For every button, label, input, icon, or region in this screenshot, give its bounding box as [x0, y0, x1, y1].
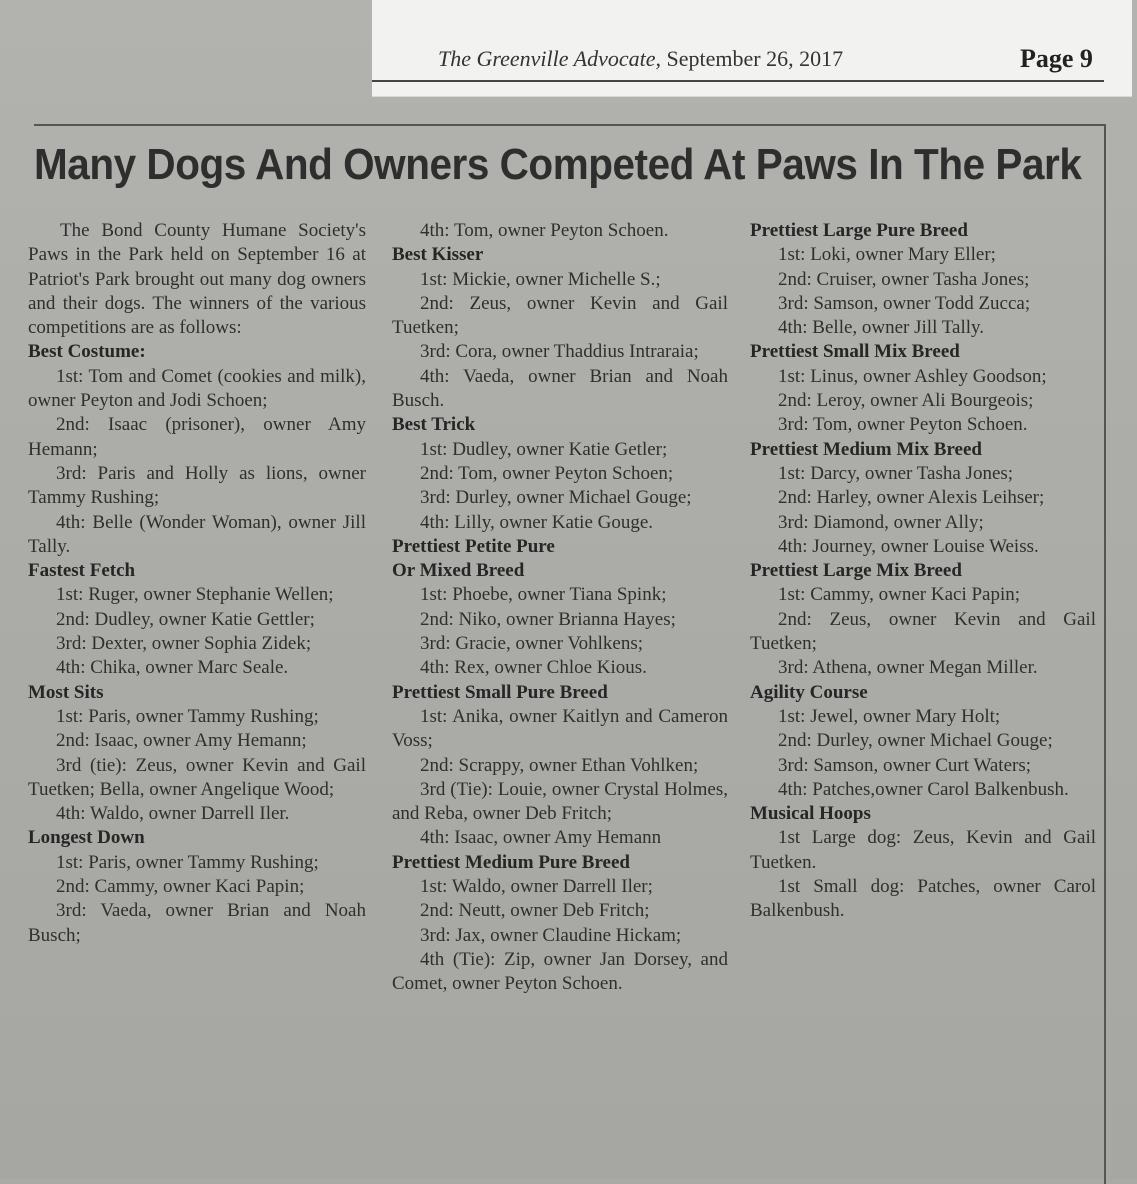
- result-paragraph: 2nd: Harley, owner Alexis Leihser;: [778, 487, 1045, 509]
- result-paragraph: 4th: Isaac, owner Amy Hemann: [420, 827, 662, 849]
- result-paragraph: 1st: Cammy, owner Kaci Papin;: [778, 584, 1021, 606]
- result-paragraph: 4th: Patches,owner Carol Balkenbush.: [778, 778, 1069, 800]
- result-paragraph: 1st: Paris, owner Tammy Rushing;: [56, 705, 319, 727]
- result-paragraph: 3rd: Dexter, owner Sophia Zidek;: [56, 633, 312, 655]
- result-paragraph: 1st Large dog: Zeus, Kevin and Gail Tuetken.: [750, 827, 1096, 873]
- result-paragraph: 3rd: Paris and Holly as lions, owner Tammy Rushing;: [28, 462, 366, 509]
- result-paragraph: 2nd: Cammy, owner Kaci Papin;: [56, 876, 305, 898]
- section-heading: Best Trick: [392, 414, 476, 436]
- result-paragraph: 4th: Waldo, owner Darrell Iler.: [56, 803, 290, 825]
- article-headline: Many Dogs And Owners Competed At Paws In The Park: [34, 140, 1082, 189]
- result-paragraph: 3rd (Tie): Louie, owner Crystal Holmes, and Reba, owner Deb Fritch;: [392, 778, 728, 825]
- issue-date: September 26, 2017: [666, 46, 844, 71]
- result-paragraph: 3rd: Vaeda, owner Brian and Noah Busch;: [28, 900, 366, 946]
- section-heading: Or Mixed Breed: [392, 560, 525, 582]
- result-paragraph: 2nd: Cruiser, owner Tasha Jones;: [778, 268, 1030, 290]
- section-heading: Prettiest Small Pure Breed: [392, 681, 608, 703]
- article-column-3: [750, 219, 1096, 924]
- result-paragraph: 4th: Vaeda, owner Brian and Noah Busch.: [392, 365, 728, 412]
- newspaper-name: The Greenville Advocate,: [438, 46, 661, 71]
- section-heading: Best Costume:: [28, 341, 146, 363]
- result-paragraph: 3rd: Diamond, owner Ally;: [778, 511, 984, 533]
- section-heading: Fastest Fetch: [28, 560, 136, 582]
- article-side-rule: [1104, 124, 1106, 1184]
- header-divider: [372, 80, 1104, 82]
- result-paragraph: 3rd: Jax, owner Claudine Hickam;: [420, 924, 682, 946]
- result-paragraph: 1st: Loki, owner Mary Eller;: [778, 244, 996, 266]
- result-paragraph: 3rd: Samson, owner Curt Waters;: [778, 754, 1032, 776]
- section-heading: Prettiest Large Mix Breed: [750, 560, 962, 582]
- result-paragraph: 2nd: Isaac, owner Amy Hemann;: [56, 730, 307, 752]
- section-heading: Longest Down: [28, 827, 145, 849]
- result-paragraph: 4th: Belle, owner Jill Tally.: [778, 317, 985, 339]
- result-paragraph: 2nd: Zeus, owner Kevin and Gail Tuetken;: [750, 608, 1096, 655]
- result-paragraph: 3rd: Tom, owner Peyton Schoen.: [778, 414, 1028, 436]
- result-paragraph: 1st: Darcy, owner Tasha Jones;: [778, 462, 1014, 484]
- result-paragraph: 2nd: Isaac (prisoner), owner Amy Hemann;: [28, 414, 366, 460]
- result-paragraph: 1st: Waldo, owner Darrell Iler;: [420, 876, 653, 898]
- section-heading: Most Sits: [28, 681, 104, 703]
- result-paragraph: 3rd: Gracie, owner Vohlkens;: [420, 633, 644, 655]
- section-heading: Best Kisser: [392, 244, 484, 266]
- section-heading: Prettiest Large Pure Breed: [750, 220, 968, 241]
- article-column-1: [28, 219, 366, 948]
- result-paragraph: 4th: Belle (Wonder Woman), owner Jill Tally.: [28, 511, 366, 557]
- article-column-2: [392, 219, 728, 997]
- result-paragraph: 1st: Jewel, owner Mary Holt;: [778, 705, 1001, 727]
- result-paragraph: 3rd: Durley, owner Michael Gouge;: [420, 487, 692, 509]
- result-paragraph: 4th: Chika, owner Marc Seale.: [56, 657, 289, 679]
- result-paragraph: 4th: Rex, owner Chloe Kious.: [420, 657, 647, 679]
- result-paragraph: 4th: Journey, owner Louise Weiss.: [778, 535, 1039, 557]
- section-heading: Agility Course: [750, 681, 868, 703]
- section-heading: Prettiest Medium Pure Breed: [392, 851, 630, 873]
- page-header: [438, 46, 938, 72]
- page-number: Page 9: [1020, 44, 1093, 73]
- result-paragraph: 3rd: Cora, owner Thaddius Intraraia;: [420, 341, 699, 363]
- result-paragraph: 1st: Tom and Comet (cookies and milk), owner Peyton and Jodi Schoen;: [28, 365, 366, 412]
- section-heading: Prettiest Medium Mix Breed: [750, 438, 982, 460]
- result-paragraph: 4th: Lilly, owner Katie Gouge.: [420, 511, 654, 533]
- result-paragraph: 2nd: Dudley, owner Katie Gettler;: [56, 608, 315, 630]
- result-paragraph: 1st: Linus, owner Ashley Goodson;: [778, 365, 1047, 387]
- section-heading: Prettiest Petite Pure: [392, 535, 555, 557]
- result-paragraph: 1st: Paris, owner Tammy Rushing;: [56, 851, 319, 873]
- result-paragraph: 3rd: Samson, owner Todd Zucca;: [778, 292, 1031, 314]
- result-paragraph: 2nd: Zeus, owner Kevin and Gail Tuetken;: [392, 292, 728, 339]
- article-top-rule: [34, 124, 1104, 126]
- result-paragraph: 3rd (tie): Zeus, owner Kevin and Gail Tuetken; Bella, owner Angelique Wood;: [28, 754, 366, 800]
- result-paragraph: 2nd: Niko, owner Brianna Hayes;: [420, 608, 676, 630]
- result-paragraph: 1st: Phoebe, owner Tiana Spink;: [420, 584, 667, 606]
- result-paragraph: 2nd: Durley, owner Michael Gouge;: [778, 730, 1053, 752]
- result-paragraph: 3rd: Athena, owner Megan Miller.: [778, 657, 1038, 679]
- result-paragraph: 1st: Anika, owner Kaitlyn and Cameron Voss;: [392, 705, 728, 752]
- result-paragraph: 2nd: Tom, owner Peyton Schoen;: [420, 462, 674, 484]
- result-paragraph: 4th: Tom, owner Peyton Schoen.: [420, 220, 669, 241]
- section-heading: Prettiest Small Mix Breed: [750, 341, 960, 363]
- result-paragraph: 1st: Dudley, owner Katie Getler;: [420, 438, 668, 460]
- result-paragraph: 1st: Ruger, owner Stephanie Wellen;: [56, 584, 334, 606]
- result-paragraph: 2nd: Leroy, owner Ali Bourgeois;: [778, 390, 1034, 412]
- result-paragraph: The Bond County Humane Society's Paws in the Park held on September 16 at Patriot's Park brought out many dog owners and their dogs. The winners of the various competitions are as follows:: [28, 220, 366, 339]
- result-paragraph: 2nd: Neutt, owner Deb Fritch;: [420, 900, 650, 922]
- section-heading: Musical Hoops: [750, 803, 871, 825]
- result-paragraph: 1st: Mickie, owner Michelle S.;: [420, 268, 661, 290]
- result-paragraph: 2nd: Scrappy, owner Ethan Vohlken;: [420, 754, 699, 776]
- result-paragraph: 1st Small dog: Patches, owner Carol Balkenbush.: [750, 876, 1096, 922]
- result-paragraph: 4th (Tie): Zip, owner Jan Dorsey, and Comet, owner Peyton Schoen.: [392, 948, 728, 995]
